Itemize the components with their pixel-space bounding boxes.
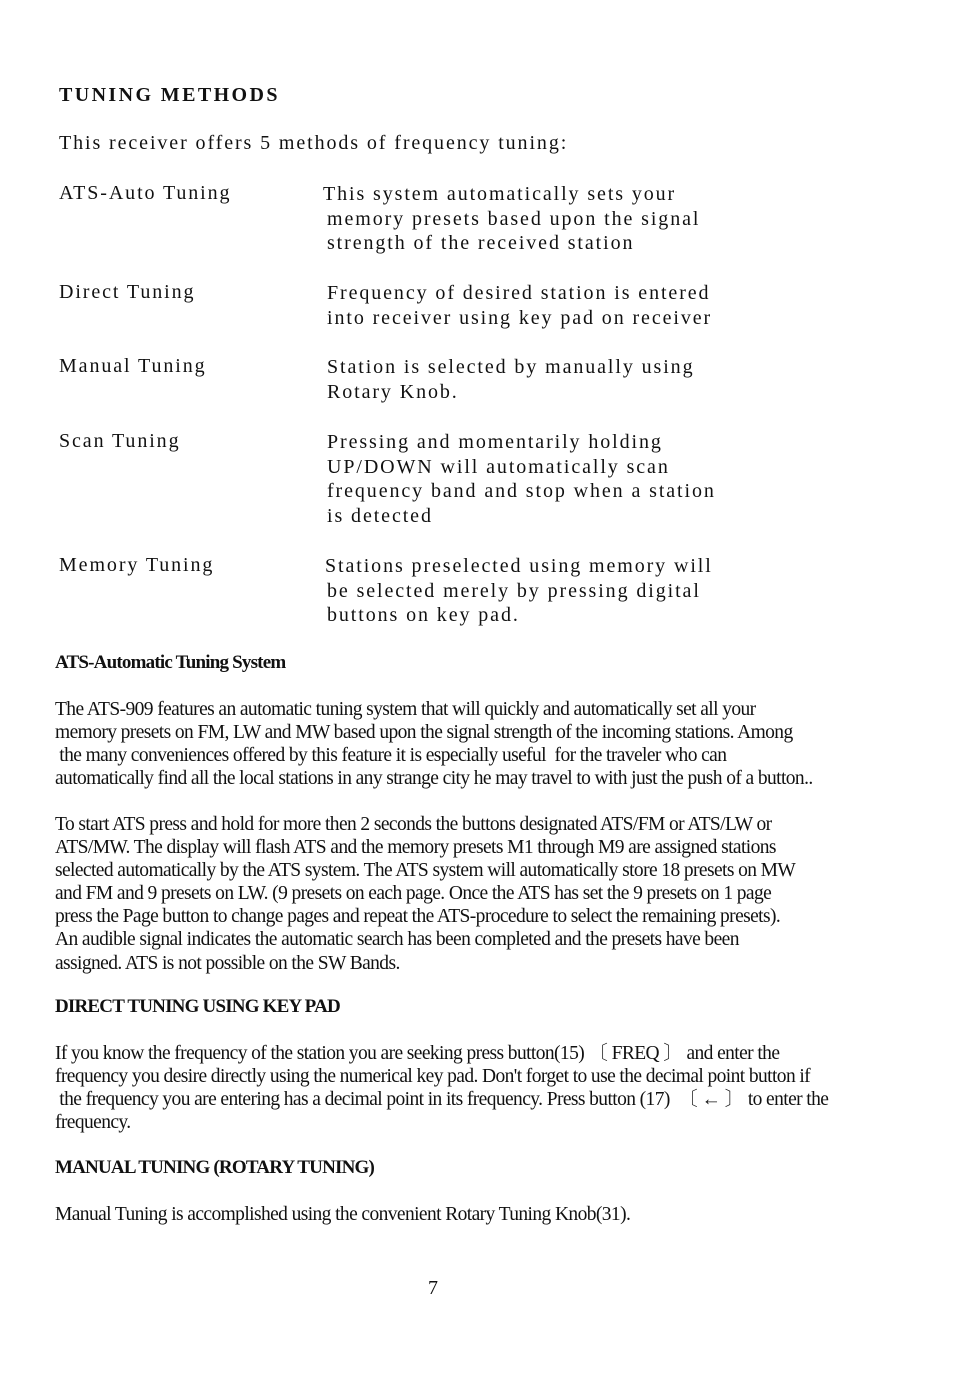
method-desc-line: This system automatically sets your <box>323 183 677 205</box>
page-title: TUNING METHODS <box>59 84 280 106</box>
method-desc-line: frequency band and stop when a station <box>327 480 716 503</box>
paragraph-line: selected automatically by the ATS system. The ATS system will automatically store 18 presets on MW <box>55 860 796 882</box>
direct-section-heading: DIRECT TUNING USING KEY PAD <box>55 996 340 1017</box>
paragraph-line: the frequency you are entering has a decimal point in its frequency. Press button (17) 〔 ← 〕 to enter the <box>55 1089 829 1111</box>
method-desc-line: Pressing and momentarily holding <box>327 431 663 453</box>
method-desc-line: is detected <box>327 504 433 527</box>
paragraph-line: memory presets on FM, LW and MW based upon the signal strength of the incoming stations. Among <box>55 722 793 744</box>
page-number: 7 <box>428 1277 438 1299</box>
method-desc-line: memory presets based upon the signal <box>327 207 701 230</box>
manual-paragraph: Manual Tuning is accomplished using the convenient Rotary Tuning Knob(31). <box>55 1204 631 1225</box>
method-desc-direct <box>327 281 712 330</box>
method-desc-line: buttons on key pad. <box>327 604 520 627</box>
method-desc-line: Frequency of desired station is entered <box>327 282 711 304</box>
ats-paragraph-1 <box>55 698 925 790</box>
intro-text: This receiver offers 5 methods of frequency tuning: <box>59 132 569 154</box>
method-desc-line: into receiver using key pad on receiver <box>327 306 713 329</box>
method-term-direct: Direct Tuning <box>59 281 196 303</box>
method-desc-ats <box>323 182 700 256</box>
method-term-ats: ATS-Auto Tuning <box>59 182 232 204</box>
ats-section-heading: ATS-Automatic Tuning System <box>55 652 286 673</box>
method-term-memory: Memory Tuning <box>59 554 215 576</box>
paragraph-line: If you know the frequency of the station you are seeking press button(15) 〔 FREQ 〕 and enter the <box>55 1043 780 1064</box>
method-term-scan: Scan Tuning <box>59 430 181 452</box>
method-term-manual: Manual Tuning <box>59 355 207 377</box>
manual-section-heading: MANUAL TUNING (ROTARY TUNING) <box>55 1157 375 1178</box>
method-desc-scan <box>327 430 716 528</box>
paragraph-line: To start ATS press and hold for more then 2 seconds the buttons designated ATS/FM or ATS/LW or <box>55 814 772 835</box>
method-desc-line: Stations preselected using memory will <box>325 555 713 577</box>
method-desc-line: Station is selected by manually using <box>327 356 695 378</box>
paragraph-line: press the Page button to change pages and repeat the ATS-procedure to select the remaining presets). <box>55 906 781 928</box>
paragraph-line: frequency. <box>55 1112 131 1134</box>
paragraph-line: An audible signal indicates the automatic search has been completed and the presets have been <box>55 929 739 951</box>
paragraph-line: frequency you desire directly using the numerical key pad. Don't forget to use the decimal point button if <box>55 1066 811 1088</box>
method-desc-line: UP/DOWN will automatically scan <box>327 455 670 478</box>
method-desc-line: strength of the received station <box>327 232 635 255</box>
paragraph-line: and FM and 9 presets on LW. (9 presets on each page. Once the ATS has set the 9 presets on 1 page <box>55 883 772 905</box>
method-desc-line: be selected merely by pressing digital <box>327 579 701 602</box>
paragraph-line: the many conveniences offered by this feature it is especially useful for the traveler who can <box>55 745 727 767</box>
paragraph-line: ATS/MW. The display will flash ATS and the memory presets M1 through M9 are assigned stations <box>55 837 776 859</box>
paragraph-line: automatically find all the local stations in any strange city he may travel to with just the push of a button.. <box>55 768 813 790</box>
ats-paragraph-2 <box>55 813 925 975</box>
paragraph-line: The ATS-909 features an automatic tuning system that will quickly and automatically set all your <box>55 699 756 720</box>
direct-paragraph <box>55 1042 925 1134</box>
method-desc-memory <box>325 554 713 628</box>
method-desc-manual <box>327 355 694 404</box>
method-desc-line: Rotary Knob. <box>327 380 459 403</box>
paragraph-line: assigned. ATS is not possible on the SW Bands. <box>55 952 400 974</box>
